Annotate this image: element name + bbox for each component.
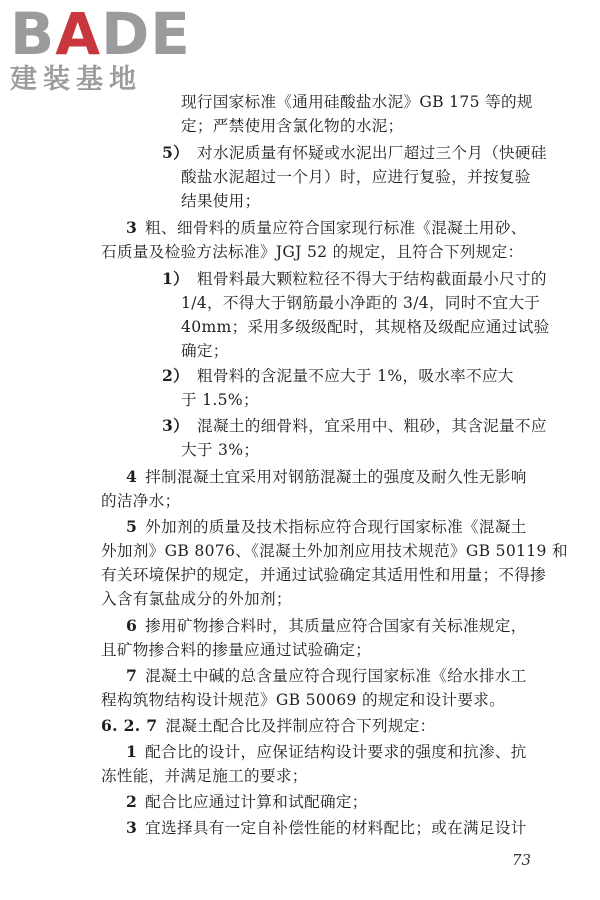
text-line (181, 292, 540, 314)
line-text: 掺用矿物掺合料时，其质量应符合国家有关标准规定， (145, 617, 527, 635)
line-text: 外加剂的质量及技术指标应符合现行国家标准《混凝土 (145, 518, 527, 536)
text-line (181, 115, 404, 137)
text-line (126, 817, 527, 839)
line-text: 程构筑物结构设计规范》GB 50069 的规定和设计要求。 (101, 691, 506, 709)
text-line (181, 439, 259, 461)
line-text: 粗、细骨料的质量应符合国家现行标准《混凝土用砂、 (145, 219, 527, 237)
text-line (181, 166, 531, 188)
line-text: 大于 3%； (181, 441, 260, 459)
line-text: 配合比的设计，应保证结构设计要求的强度和抗渗、抗 (145, 743, 527, 761)
item-number: 1 (126, 742, 138, 761)
line-text: 结果使用； (181, 192, 261, 210)
text-line (181, 190, 260, 212)
text-line (101, 715, 436, 737)
line-text: 混凝土的细骨料，宜采用中、粗砂，其含泥量不应 (197, 417, 547, 435)
item-number: 5） (162, 143, 190, 162)
line-text: 且矿物掺合料的掺量应通过试验确定； (101, 641, 372, 659)
text-line (126, 516, 527, 538)
item-number: 3 (126, 218, 138, 237)
item-number: 6 (126, 616, 138, 635)
item-number: 3） (162, 416, 190, 435)
text-line (181, 316, 550, 338)
text-line (126, 466, 527, 488)
item-number: 4 (126, 467, 138, 486)
item-number: 1） (162, 269, 190, 288)
line-text: 入含有氯盐成分的外加剂； (101, 590, 292, 608)
text-line (101, 490, 180, 512)
line-text: 粗骨料最大颗粒粒径不得大于结构截面最小尺寸的 (197, 270, 547, 288)
text-line (162, 415, 547, 437)
line-text: 酸盐水泥超过一个月）时，应进行复验，并按复验 (181, 168, 531, 186)
line-text: 对水泥质量有怀疑或水泥出厂超过三个月（快硬硅 (197, 144, 547, 162)
text-line (101, 639, 371, 661)
text-line (101, 564, 546, 586)
line-text: 1/4，不得大于钢筋最小净距的 3/4，同时不宜大于 (181, 294, 541, 312)
line-text: 石质量及检验方法标准》JGJ 52 的规定，且符合下列规定： (101, 243, 524, 261)
line-text: 有关环境保护的规定，并通过试验确定其适用性和用量；不得掺 (101, 566, 547, 584)
line-text: 混凝土配合比及拌制应符合下列规定： (165, 717, 436, 735)
text-line (101, 241, 523, 263)
text-line (181, 91, 533, 113)
text-line (162, 365, 514, 387)
line-text: 外加剂》GB 8076、《混凝土外加剂应用技术规范》GB 50119 和 (101, 542, 568, 560)
text-line (181, 389, 259, 411)
line-text: 定；严禁使用含氯化物的水泥； (181, 117, 404, 135)
item-number: 7 (126, 666, 138, 685)
text-line (181, 340, 229, 362)
text-line (162, 142, 547, 164)
text-line (101, 689, 505, 711)
page-number: 73 (512, 851, 532, 869)
line-text: 混凝土中碱的总含量应符合现行国家标准《给水排水工 (145, 667, 527, 685)
line-text: 配合比应通过计算和试配确定； (145, 793, 368, 811)
line-text: 于 1.5%； (181, 391, 259, 409)
item-number: 5 (126, 517, 138, 536)
line-text: 40mm；采用多级级配时，其规格及级配应通过试验 (181, 318, 550, 336)
text-line (126, 741, 527, 763)
item-number: 2 (126, 792, 138, 811)
text-line (126, 791, 368, 813)
text-line (126, 665, 527, 687)
item-number: 3 (126, 818, 138, 837)
text-line (101, 540, 568, 562)
text-line (126, 615, 527, 637)
item-number: 2） (162, 366, 190, 385)
logo-subtitle: 建装基地 (10, 64, 142, 95)
line-text: 的洁净水； (101, 492, 181, 510)
text-line (101, 588, 292, 610)
line-text: 现行国家标准《通用硅酸盐水泥》GB 175 等的规 (181, 93, 533, 111)
line-text: 宜选择具有一定自补偿性能的材料配比；或在满足设计 (145, 819, 527, 837)
line-text: 粗骨料的含泥量不应大于 1%，吸水率不应大 (197, 367, 514, 385)
text-line (162, 268, 547, 290)
text-line (101, 765, 308, 787)
line-text: 拌制混凝土宜采用对钢筋混凝土的强度及耐久性无影响 (145, 468, 527, 486)
line-text: 冻性能，并满足施工的要求； (101, 767, 308, 785)
line-text: 确定； (181, 342, 229, 360)
text-line (126, 217, 527, 239)
item-number: 6. 2. 7 (101, 716, 158, 735)
logo-wordmark: BADE (10, 0, 191, 68)
